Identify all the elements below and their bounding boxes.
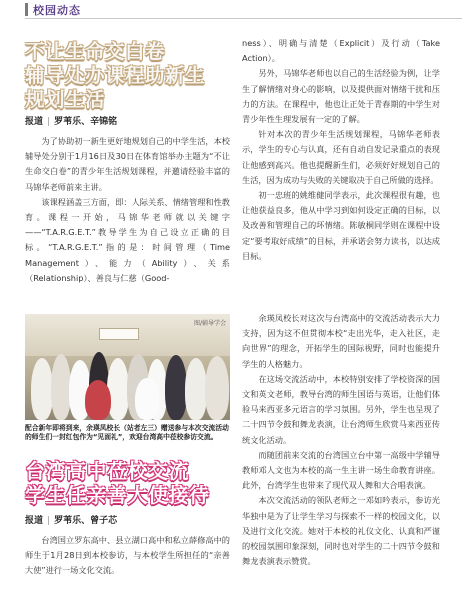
byline-names: 罗苇乐、辛锦铭 bbox=[54, 117, 118, 127]
paragraph: 另外，马锦华老师也以自己的生活经验为例，让学生了解情绪对身心的影响，以及提供面对情绪干扰和压力的方法。在课程中，他也让正处于青春期的中学生对青少年性生理发展有一定的了解。 bbox=[242, 68, 440, 125]
byline-label: 报道 bbox=[25, 117, 44, 127]
article2-title-line1: 台湾高中莅校交流 bbox=[25, 459, 189, 483]
photo-figure bbox=[185, 358, 207, 420]
article2-title bbox=[25, 459, 235, 507]
paragraph: 本次交流活动的领队老师之一邓如吟表示，参访光华独中是为了让学生学习与探索不一样的校园文化，以及进行文化交流。她对于本校的礼仪文化、认真和严谨的校园氛围印象深刻，同时也对学生的二十四节令鼓和舞龙表演表示赞赏。 bbox=[242, 495, 440, 567]
photo-figure bbox=[135, 378, 159, 420]
article1-title-line2: 辅导处办课程助新生 bbox=[25, 64, 206, 87]
article1-title-line3: 规划生活 bbox=[25, 88, 106, 111]
section-title: 校园动态 bbox=[33, 4, 81, 17]
article2-body bbox=[25, 533, 230, 579]
article1-title-line1: 不让生命交白卷 bbox=[25, 40, 166, 63]
section-header bbox=[0, 0, 462, 20]
photo-figure bbox=[51, 354, 71, 420]
paragraph: 在这场交流活动中，本校特别安排了学校资深的国文和英文老师，教导台湾的师生国语与英语，让他们体验马来西亚多元语言的学习氛围。另外，学生也呈现了二十四节令鼓和舞龙表演，让台湾师生欣赏马来西亚传统文化活动。 bbox=[242, 373, 440, 445]
photo-credit: 图/辅导学会 bbox=[193, 320, 226, 327]
photo-caption: 配合新年即将到来，余瑛凤校长（站者左三）赠送参与本次交流活动的师生们一封红包作为“见面礼”，欢迎台湾高中莅校参访交流。 bbox=[25, 424, 229, 442]
article1-column2 bbox=[242, 36, 440, 264]
photo-figure bbox=[31, 358, 53, 420]
paragraph: 而随团前来交流的台湾国立台中第一高级中学辅导教师邓人文也为本校的高一生主讲一场生命教育讲座。此外，台湾学生也带来了现代双人舞和大合唱表演。 bbox=[242, 449, 440, 491]
paragraph: 初一忠班的姚维健同学表示，此次课程很有趣，也让他获益良多，他从中学习到如何设定正确的目标，以及改善和管理自己的坏情绪。陈敏桐同学则在课程中设定“要考取好成绩”的目标，并承诺会努力读书，以达成目标。 bbox=[242, 190, 440, 261]
article2-title-line2: 学生任亲善大使接待 bbox=[25, 483, 210, 507]
paragraph: 为了协助初一新生更好地规划自己的中学生活，本校辅导处分别于1月16日及30日在体育馆举办主题为“不让生命交白卷”的青少年生活规划课程，并邀请经验丰富的马锦华老师前来主讲。 bbox=[25, 136, 230, 192]
article1-title bbox=[25, 40, 230, 112]
photo-figure bbox=[205, 356, 229, 420]
photo-sign bbox=[99, 328, 139, 340]
paragraph: 该课程涵盖三方面，即：人际关系、情绪管理和性教育。课程一开始，马锦华老师就以关键字——“T.A.R.G.E.T.”教导学生为自己设立正确的目标。“T.A.R.G.E.T.”指的是：时间管理（Time Management）、能力（Ability）、关系（Relationship）、善良与仁慈（Good- bbox=[25, 196, 230, 283]
article1-column1 bbox=[25, 134, 230, 286]
photo-figure bbox=[107, 358, 129, 420]
photo-figure bbox=[165, 355, 187, 420]
header-rule bbox=[25, 18, 462, 19]
article2-byline: 报道 | 罗苇乐、曾子芯 bbox=[25, 516, 118, 526]
paragraph: 余瑛凤校长对这次与台湾高中的交流活动表示大力支持，因为这不但贯彻本校“走出光华，走入社区，走向世界”的理念，开拓学生的国际视野，同时也能提升学生的人格魅力。 bbox=[242, 313, 440, 369]
article1-byline: 报道 | 罗苇乐、辛锦铭 bbox=[25, 117, 118, 127]
paragraph: 针对本次的青少年生活规划课程，马锦华老师表示，学生的专心与认真，还有自动自发记录重点的表现让他感到高兴。他也提醒新生们，必须好好规划自己的生活，因为成功与失败的关键取决于自己所做的选择。 bbox=[242, 129, 440, 185]
byline-names: 罗苇乐、曾子芯 bbox=[54, 516, 118, 526]
photo-figure bbox=[85, 380, 111, 420]
byline-label: 报道 bbox=[25, 516, 44, 526]
paragraph: ness）、明确与清楚（Explicit）及行动（Take Action）。 bbox=[242, 38, 440, 64]
header-bar bbox=[25, 3, 28, 16]
group-photo bbox=[25, 314, 230, 420]
paragraph: 台湾国立罗东高中、县立湖口高中和私立薛修高中的师生于1月28日到本校参访，与本校学生所担任的“亲善大使”进行一场文化交流。 bbox=[25, 535, 230, 576]
article2-column2 bbox=[242, 311, 440, 569]
